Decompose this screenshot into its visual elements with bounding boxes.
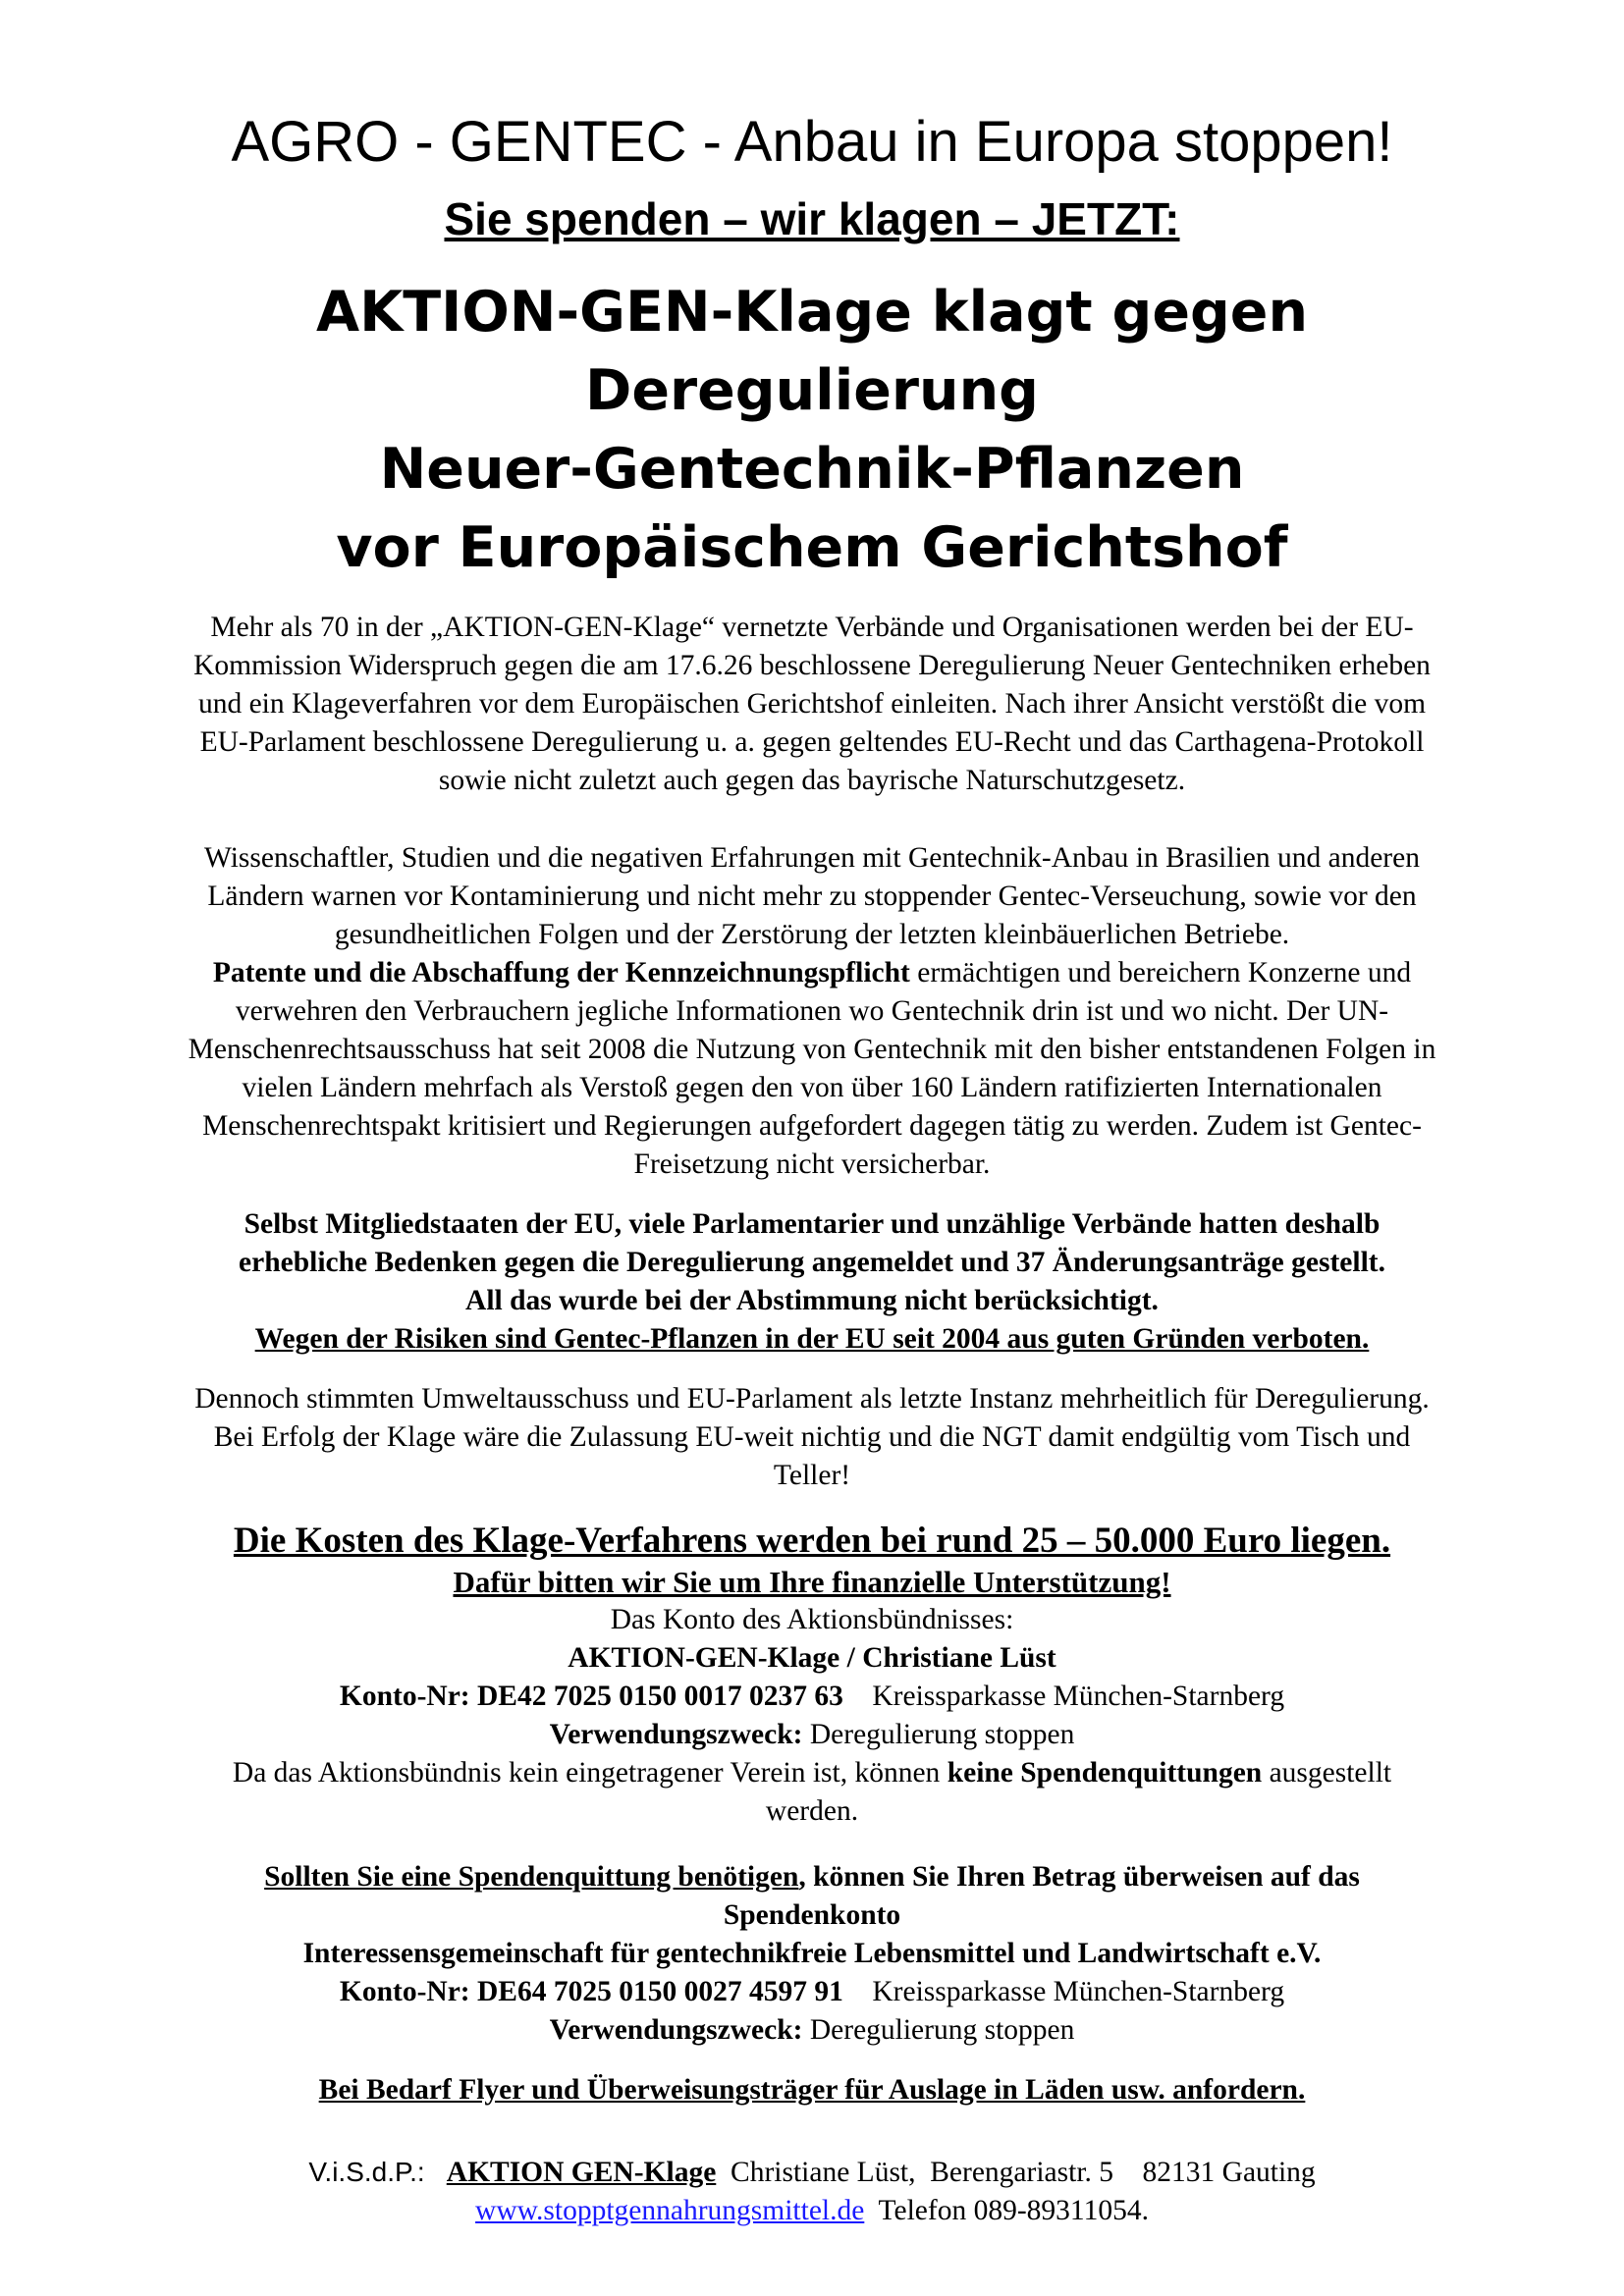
donation-account-block (118, 1858, 1506, 2050)
page-title: AGRO - GENTEC - Anbau in Europa stoppen! (231, 110, 1393, 174)
receipt-needed: Sollten Sie eine Spendenquittung benötigen (264, 1861, 799, 1893)
address: Christiane Lüst, Berengariastr. 5 82131 Gauting (716, 2157, 1316, 2188)
text-line: Menschenrechtspakt kritisiert und Regierungen aufgefordert dagegen tätig zu werden. Zudem ist Gentec- (202, 1110, 1422, 1142)
purpose-line (118, 1716, 1506, 1754)
account-holder: AKTION-GEN-Klage / Christiane Lüst (568, 1642, 1056, 1674)
text-line: gesundheitlichen Folgen und der Zerstörung der letzten kleinbäuerlichen Betriebe. (334, 919, 1290, 950)
text-line: vielen Ländern mehrfach als Verstoß gegen den von über 160 Ländern ratifizierten Internationalen (242, 1072, 1382, 1103)
intro-paragraph (118, 609, 1506, 800)
text-span: Da das Aktionsbündnis kein eingetragener Verein ist, können (232, 1757, 947, 1789)
text-line: All das wurde bei der Abstimmung nicht berücksichtigt. (465, 1285, 1159, 1316)
account-intro: Das Konto des Aktionsbündnisses: (610, 1604, 1014, 1635)
text-line: Kommission Widerspruch gegen die am 17.6.26 beschlossene Deregulierung Neuer Gentechniken erheben (193, 650, 1431, 681)
text-span: , können Sie Ihren Betrag überweisen auf das (798, 1861, 1360, 1893)
risks-paragraph (118, 839, 1506, 1184)
bank-name: Kreissparkasse München-Starnberg (842, 1681, 1285, 1712)
org-name: AKTION GEN-Klage (446, 2157, 717, 2188)
visdp-label: V.i.S.d.P.: (308, 2157, 425, 2187)
vote-paragraph (118, 1380, 1506, 1495)
text-line: und ein Klageverfahren vor dem Europäischen Gerichtshof einleiten. Nach ihrer Ansicht verstößt die vom (197, 688, 1427, 720)
text-line: Freisetzung nicht versicherbar. (633, 1148, 991, 1180)
flyer-request: Bei Bedarf Flyer und Überweisungsträger für Auslage in Läden usw. anfordern. (318, 2074, 1306, 2106)
text-line (118, 1858, 1506, 1896)
account-number-line (118, 1973, 1506, 2011)
text-span: ausgestellt (1262, 1757, 1392, 1789)
headline-line-1: AKTION-GEN-Klage klagt gegen Deregulierung (315, 280, 1309, 423)
concerns-block (118, 1205, 1506, 1359)
text-line: erhebliche Bedenken gegen die Deregulierung angemeldet und 37 Änderungsanträge gestellt. (239, 1247, 1385, 1278)
account-block (118, 1601, 1506, 1831)
text-line: Dennoch stimmten Umweltausschuss und EU-Parlament als letzte Instanz mehrheitlich für Deregulierung. (194, 1383, 1430, 1415)
association-name: Interessensgemeinschaft für gentechnikfreie Lebensmittel und Landwirtschaft e.V. (302, 1938, 1322, 1969)
text-line: sowie nicht zuletzt auch gegen das bayrische Naturschutzgesetz. (438, 765, 1186, 796)
costs-headline: Die Kosten des Klage-Verfahrens werden bei rund 25 – 50.000 Euro liegen. (233, 1521, 1391, 1561)
phone: Telefon 089-89311054. (864, 2195, 1149, 2226)
iban: Konto-Nr: DE42 7025 0150 0017 0237 63 (339, 1681, 843, 1712)
receipt-emphasis: keine Spendenquittungen (947, 1757, 1263, 1789)
text-line: verwehren den Verbrauchern jegliche Informationen wo Gentechnik drin ist und wo nicht. Der UN- (235, 995, 1389, 1027)
text-line: Spendenkonto (723, 1899, 901, 1931)
purpose-value: Deregulierung stoppen (802, 2014, 1075, 2046)
text-line: Teller! (773, 1460, 851, 1491)
text-line: Selbst Mitgliedstaaten der EU, viele Parlamentarier und unzählige Verbände hatten deshalb (244, 1208, 1380, 1240)
page-subtitle: Sie spenden – wir klagen – JETZT: (444, 193, 1180, 244)
bank-name: Kreissparkasse München-Starnberg (842, 1976, 1285, 2007)
receipt-note (118, 1754, 1506, 1792)
text-line: Ländern warnen vor Kontaminierung und nicht mehr zu stoppender Gentec-Verseuchung, sowie vor den (207, 881, 1417, 912)
headline-line-3: vor Europäischem Gerichtshof (336, 515, 1288, 580)
purpose-label: Verwendungszweck: (549, 2014, 803, 2046)
text-line: werden. (765, 1795, 859, 1827)
ban-statement: Wegen der Risiken sind Gentec-Pflanzen in der EU seit 2004 aus guten Gründen verboten. (254, 1323, 1370, 1355)
purpose-line (118, 2011, 1506, 2050)
text-line (118, 954, 1506, 992)
footer (118, 2153, 1506, 2230)
text-line: Wissenschaftler, Studien und die negativen Erfahrungen mit Gentechnik-Anbau in Brasilien und anderen (204, 842, 1420, 874)
contact-line (118, 2192, 1506, 2230)
text-line: Bei Erfolg der Klage wäre die Zulassung EU-weit nichtig und die NGT damit endgültig vom Tisch und (213, 1421, 1411, 1453)
patents-emphasis: Patente und die Abschaffung der Kennzeichnungspflicht (212, 957, 910, 988)
account-number-line (118, 1678, 1506, 1716)
website-link[interactable]: www.stopptgennahrungsmittel.de (475, 2195, 865, 2226)
text-line: Mehr als 70 in der „AKTION-GEN-Klage“ vernetzte Verbände und Organisationen werden bei der EU- (210, 612, 1414, 643)
support-appeal: Dafür bitten wir Sie um Ihre finanzielle Unterstützung! (453, 1565, 1171, 1599)
purpose-value: Deregulierung stoppen (802, 1719, 1075, 1750)
iban: Konto-Nr: DE64 7025 0150 0027 4597 91 (339, 1976, 843, 2007)
text-span: ermächtigen und bereichern Konzerne und (909, 957, 1412, 988)
imprint-line (118, 2153, 1506, 2192)
text-line: Menschenrechtsausschuss hat seit 2008 die Nutzung von Gentechnik mit den bisher entstandenen Folgen in (188, 1034, 1436, 1065)
purpose-label: Verwendungszweck: (549, 1719, 803, 1750)
text-line: EU-Parlament beschlossene Deregulierung u. a. gegen geltendes EU-Recht und das Carthagena-Protokoll (199, 726, 1425, 758)
headline (118, 273, 1506, 587)
headline-line-2: Neuer-Gentechnik-Pflanzen (379, 437, 1245, 502)
